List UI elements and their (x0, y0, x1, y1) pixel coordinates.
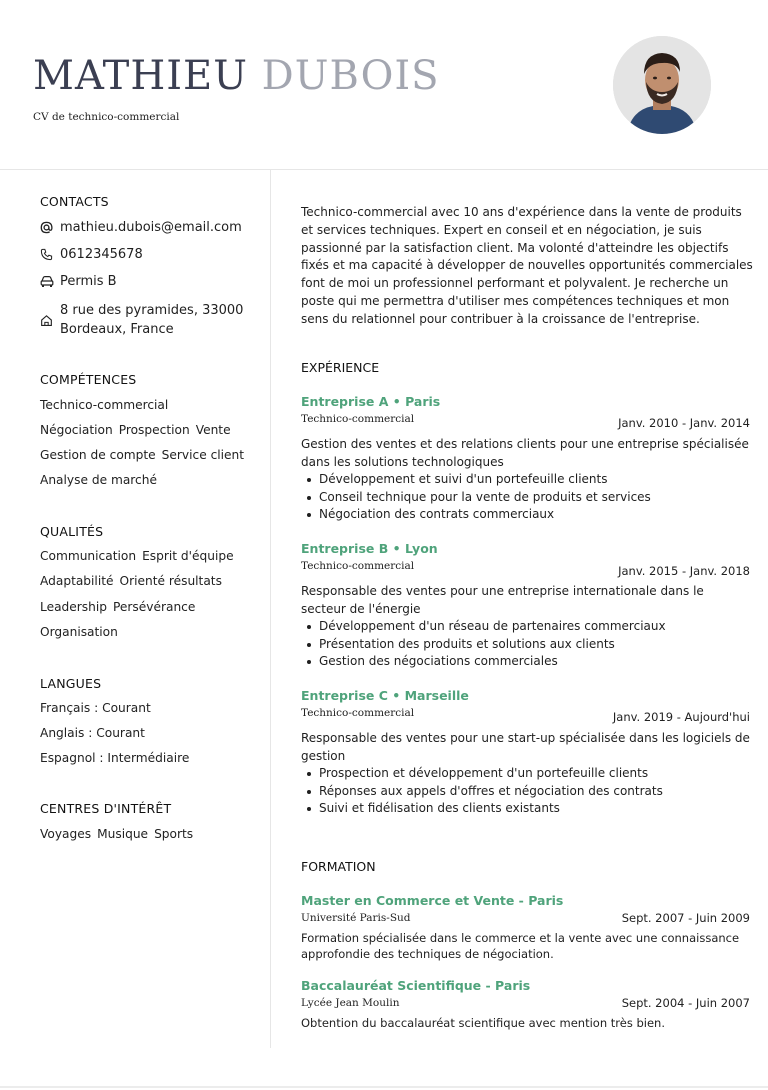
degree-dates: Sept. 2007 - Juin 2009 (621, 911, 750, 925)
job-bullet: Développement et suivi d'un portefeuille clients (301, 471, 751, 489)
degree-title: Master en Commerce et Vente - Paris (301, 893, 564, 908)
email-text: mathieu.dubois@email.com (60, 220, 242, 235)
contact-license (40, 274, 117, 289)
job-summary: Responsable des ventes pour une entreprise internationale dans le secteur de l'énergie (301, 584, 704, 616)
phone-icon (40, 248, 60, 261)
interests-row (40, 827, 199, 841)
job-company: Entreprise B • Lyon (301, 541, 438, 556)
qualites-row (40, 574, 228, 588)
job-role: Technico-commercial (301, 560, 415, 572)
quality-tag: Persévérance (112, 600, 196, 614)
job-bullets (301, 471, 751, 524)
address-text (60, 301, 243, 339)
skill-tag: Prospection (118, 423, 190, 437)
candidate-name (33, 54, 440, 98)
langues-title: LANGUES (40, 676, 102, 691)
qualites-row (40, 549, 240, 563)
skill-tag: Service client (161, 448, 245, 462)
competences-row (40, 448, 250, 462)
address-line-1: 8 rue des pyramides, 33000 (60, 303, 244, 318)
skill-tag: Analyse de marché (40, 473, 157, 487)
job-bullet: Gestion des négociations commerciales (301, 653, 751, 671)
job-dates: Janv. 2019 - Aujourd'hui (612, 710, 750, 724)
competences-row (40, 398, 174, 412)
language-item: Espagnol : Intermédiaire (40, 751, 190, 765)
header-divider (0, 169, 768, 170)
quality-tag: Communication (40, 549, 137, 563)
qualites-row (40, 600, 201, 614)
quality-tag: Leadership (40, 600, 107, 614)
skill-tag: Négociation (40, 423, 113, 437)
license-text: Permis B (60, 274, 117, 289)
skill-tag: Gestion de compte (40, 448, 156, 462)
language-item: Français : Courant (40, 701, 151, 715)
job-description (301, 730, 751, 818)
job-bullet: Conseil technique pour la vente de produits et services (301, 489, 751, 507)
school-name: Université Paris-Sud (301, 912, 411, 924)
contact-email[interactable] (40, 220, 242, 235)
skill-tag: Vente (195, 423, 231, 437)
interest-tag: Voyages (40, 827, 92, 841)
job-company: Entreprise A • Paris (301, 394, 441, 409)
quality-tag: Esprit d'équipe (142, 549, 234, 563)
quality-tag: Orienté résultats (119, 574, 222, 588)
page-bottom-edge (0, 1086, 768, 1088)
contact-address (40, 301, 243, 339)
job-bullet: Négociation des contrats commerciaux (301, 506, 751, 524)
cv-subtitle: CV de technico-commercial (33, 111, 180, 123)
job-dates: Janv. 2010 - Janv. 2014 (618, 416, 750, 430)
experience-title: EXPÉRIENCE (301, 360, 380, 375)
job-dates: Janv. 2015 - Janv. 2018 (618, 564, 750, 578)
degree-dates: Sept. 2004 - Juin 2007 (621, 996, 750, 1010)
competences-row (40, 423, 237, 437)
language-item: Anglais : Courant (40, 726, 145, 740)
profile-summary: Technico-commercial avec 10 ans d'expérience dans la vente de produits et services techniques. Expert en conseil et en négociation, je suis passionné par la satisfaction client. Ma volonté d'atteindre les objectifs fixés et ma capacité à développer de nouvelles opportunités commerciales font de moi un professionnel performant et polyvalent. Je recherche un poste qui me permettra d'utiliser mes compétences techniques et mon sens du relationnel pour contribuer à la croissance de l'entreprise. (301, 205, 753, 326)
first-name: MATHIEU (33, 53, 248, 99)
column-divider (270, 170, 271, 1048)
skill-tag: Technico-commercial (40, 398, 169, 412)
competences-row (40, 473, 163, 487)
job-bullet: Réponses aux appels d'offres et négociation des contrats (301, 783, 751, 801)
job-bullet: Présentation des produits et solutions aux clients (301, 636, 751, 654)
car-icon (40, 275, 60, 288)
job-bullets (301, 618, 751, 671)
profile-photo (613, 36, 711, 134)
quality-tag: Adaptabilité (40, 574, 114, 588)
job-company: Entreprise C • Marseille (301, 688, 469, 703)
formation-title: FORMATION (301, 859, 376, 874)
at-icon (40, 221, 60, 234)
phone-text: 0612345678 (60, 247, 143, 262)
job-bullet: Prospection et développement d'un portefeuille clients (301, 765, 751, 783)
degree-title: Baccalauréat Scientifique - Paris (301, 978, 531, 993)
interets-title: CENTRES D'INTÉRÊT (40, 801, 172, 816)
quality-tag: Organisation (40, 625, 118, 639)
address-line-2: Bordeaux, France (60, 322, 174, 337)
qualites-title: QUALITÉS (40, 524, 104, 539)
job-bullets (301, 765, 751, 818)
job-summary: Responsable des ventes pour une start-up spécialisée dans les logiciels de gestion (301, 731, 750, 763)
job-bullet: Suivi et fidélisation des clients existants (301, 800, 751, 818)
job-bullet: Développement d'un réseau de partenaires commerciaux (301, 618, 751, 636)
degree-description: Obtention du baccalauréat scientifique avec mention très bien. (301, 1016, 666, 1030)
job-summary: Gestion des ventes et des relations clients pour une entreprise spécialisée dans les solutions technologiques (301, 437, 749, 469)
contacts-title: CONTACTS (40, 194, 109, 209)
cv-header (0, 0, 768, 168)
last-name: DUBOIS (261, 53, 440, 99)
contact-phone[interactable] (40, 247, 143, 262)
job-description (301, 583, 751, 671)
home-icon (40, 314, 60, 327)
interest-tag: Sports (154, 827, 194, 841)
job-role: Technico-commercial (301, 413, 415, 425)
qualites-row (40, 625, 124, 639)
degree-description: Formation spécialisée dans le commerce et la vente avec une connaissance approfondie des techniques de négociation. (301, 931, 740, 961)
competences-title: COMPÉTENCES (40, 372, 137, 387)
job-role: Technico-commercial (301, 707, 415, 719)
interest-tag: Musique (97, 827, 149, 841)
school-name: Lycée Jean Moulin (301, 997, 400, 1009)
job-description (301, 436, 751, 524)
